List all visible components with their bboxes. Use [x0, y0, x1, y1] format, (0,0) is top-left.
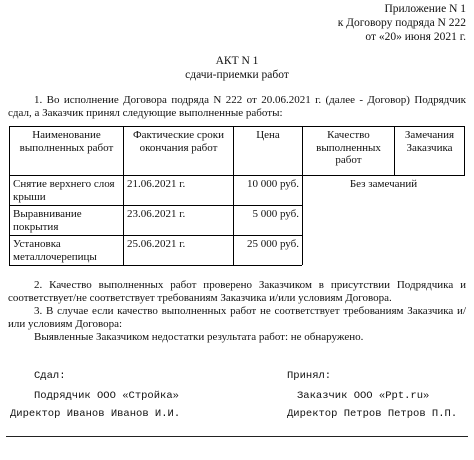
header-quality: Качество выполненных работ: [303, 127, 395, 176]
works-table: [9, 126, 465, 266]
customer-director: Директор Петров Петров П.П.: [287, 408, 458, 420]
paragraph-3: [8, 305, 466, 331]
work-date-cell: 25.06.2021 г.: [124, 236, 234, 266]
work-price-cell: 10 000 руб.: [234, 176, 303, 206]
paragraph-2: [8, 279, 466, 305]
paragraph-4: [8, 331, 466, 344]
paragraph-1-text: 1. Во исполнение Договора подряда N 222 от 20.06.2021 г. (далее - Договор) Подрядчик сдал, а Заказчик принял следующие выполненные работы:: [8, 94, 466, 119]
header-work-name: Наименование выполненных работ: [10, 127, 124, 176]
contractor-signature: Подрядчик ООО «Стройка»: [34, 390, 179, 402]
paragraph-3-text: 3. В случае если качество выполненных работ не соответствует требованиям Заказчика и/или условиям Договора:: [8, 305, 466, 330]
appendix-line-2: к Договору подряда N 222: [337, 17, 466, 29]
table-header-row: [10, 127, 465, 176]
work-date-cell: 23.06.2021 г.: [124, 206, 234, 236]
work-price-cell: 25 000 руб.: [234, 236, 303, 266]
work-date-cell: 21.06.2021 г.: [124, 176, 234, 206]
work-price-cell: 5 000 руб.: [234, 206, 303, 236]
accepted-label: Принял:: [287, 370, 332, 382]
act-subtitle: сдачи-приемки работ: [185, 69, 289, 81]
header-deadline: Фактические сроки окончания работ: [124, 127, 234, 176]
work-name-cell: Установка металлочерепицы: [10, 236, 124, 266]
paragraph-1: [8, 94, 466, 120]
paragraph-4-text: Выявленные Заказчиком недостатки результата работ: не обнаружено.: [34, 331, 364, 343]
remark-cell: Без замечаний: [303, 176, 465, 266]
handed-label: Сдал:: [34, 370, 66, 382]
contractor-director: Директор Иванов Иванов И.И.: [10, 408, 181, 420]
work-name-cell: Снятие верхнего слоя крыши: [10, 176, 124, 206]
customer-signature: Заказчик ООО «Ppt.ru»: [297, 390, 430, 402]
appendix-line-1: Приложение N 1: [384, 3, 466, 15]
appendix-line-3: от «20» июня 2021 г.: [365, 31, 466, 43]
work-name-cell: Выравнивание покрытия: [10, 206, 124, 236]
paragraph-2-text: 2. Качество выполненных работ проверено Заказчиком в присутствии Подрядчика и соответствует/не соответствует требованиям Заказчика и/или условиям Договора.: [8, 279, 466, 304]
act-title: АКТ N 1: [215, 55, 259, 67]
bottom-divider: [6, 436, 468, 437]
appendix-header: [338, 2, 466, 44]
table-row: [10, 176, 465, 206]
header-remarks: Замечания Заказчика: [395, 127, 465, 176]
header-price: Цена: [234, 127, 303, 176]
